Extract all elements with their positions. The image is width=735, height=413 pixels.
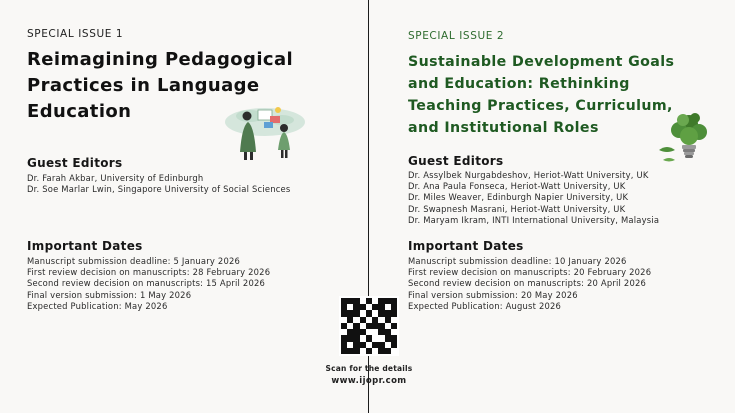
issue-label: SPECIAL ISSUE 2	[408, 30, 505, 42]
list-item: First review decision on manuscripts: 28 February 2026	[27, 267, 271, 278]
list-item: Second review decision on manuscripts: 15 April 2026	[27, 278, 266, 289]
list-item: First review decision on manuscripts: 20 February 2026	[408, 267, 652, 278]
list-item: Expected Publication: May 2026	[27, 300, 168, 311]
scan-instruction: Scan for the details	[325, 364, 413, 373]
guest-editors-heading: Guest Editors	[27, 156, 123, 170]
guest-editors-heading: Guest Editors	[408, 154, 504, 168]
list-item: Dr. Ana Paula Fonseca, Heriot-Watt University, UK	[408, 181, 626, 192]
title-line: Practices in Language	[27, 75, 260, 96]
guest-editors-list	[27, 173, 290, 195]
list-item: Expected Publication: August 2026	[408, 300, 562, 311]
list-item: Dr. Assylbek Nurgabdeshov, Heriot-Watt University, UK	[408, 170, 649, 180]
important-dates-list	[27, 256, 270, 312]
teacher-student-illustration-icon	[220, 100, 310, 160]
list-item: Second review decision on manuscripts: 20 April 2026	[408, 278, 647, 289]
list-item: Dr. Swapnesh Masrani, Heriot-Watt University, UK	[408, 203, 626, 214]
list-item: Final version submission: 20 May 2026	[408, 289, 578, 300]
important-dates-heading: Important Dates	[27, 239, 143, 253]
list-item: Dr. Maryam Ikram, INTI International University, Malaysia	[408, 214, 660, 225]
guest-editors-list	[408, 170, 659, 226]
list-item: Dr. Farah Akbar, University of Edinburgh	[27, 173, 204, 183]
title-line: Teaching Practices, Curriculum,	[408, 98, 673, 114]
list-item: Manuscript submission deadline: 10 January 2026	[408, 256, 627, 266]
website-link[interactable]: www.ijopr.com	[331, 376, 407, 386]
qr-code-icon[interactable]	[339, 296, 399, 356]
important-dates-list	[408, 256, 651, 312]
title-line: Education	[27, 101, 132, 122]
list-item: Final version submission: 1 May 2026	[27, 289, 192, 300]
list-item: Manuscript submission deadline: 5 January 2026	[27, 256, 241, 266]
qr-section	[324, 296, 414, 386]
title-line: Sustainable Development Goals	[408, 54, 675, 70]
important-dates-heading: Important Dates	[408, 239, 524, 253]
plant-lightbulb-illustration-icon	[655, 106, 717, 168]
title-line: Reimagining Pedagogical	[27, 49, 294, 70]
list-item: Dr. Soe Marlar Lwin, Singapore University of Social Sciences	[27, 184, 291, 195]
list-item: Dr. Miles Weaver, Edinburgh Napier University, UK	[408, 192, 629, 203]
title-line: and Institutional Roles	[408, 120, 599, 136]
issue-label: SPECIAL ISSUE 1	[27, 28, 124, 40]
special-issue-2-panel	[370, 0, 735, 413]
title-line: and Education: Rethinking	[408, 76, 630, 92]
